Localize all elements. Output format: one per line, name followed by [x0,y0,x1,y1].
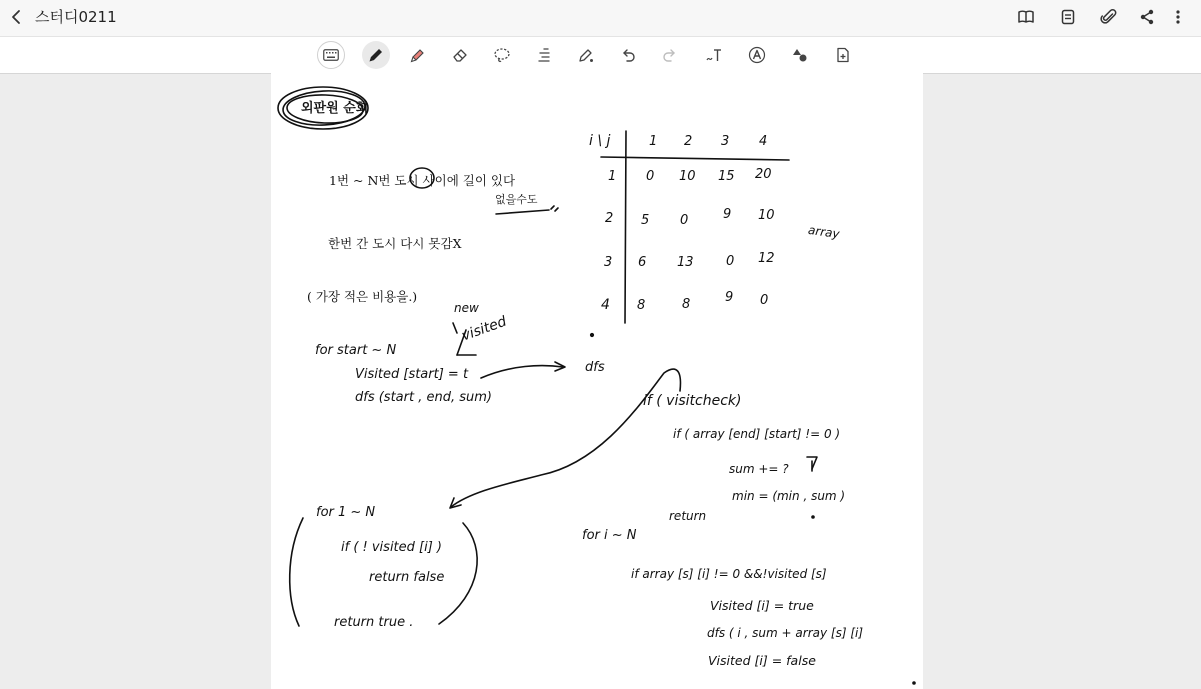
matrix-cell: 9 [725,290,734,305]
highlighter-tool[interactable] [404,41,432,69]
attach-button[interactable] [1097,6,1121,28]
pen-toolbar [0,36,1201,74]
if-array: if ( array [end] [start] != 0 ) [673,427,841,441]
if-visitcheck: if ( visitcheck) [643,393,742,409]
keyboard-icon [323,49,339,61]
matrix-row-header: 1 [608,169,617,184]
page-list-icon [1060,9,1076,25]
pen-settings-icon [577,46,595,64]
book-view-icon [1017,9,1035,25]
back-button[interactable] [6,5,26,29]
redo-button[interactable] [656,41,684,69]
matrix-cell: 8 [637,298,646,313]
redo-icon [661,46,679,64]
handwriting-to-text-tool[interactable] [700,41,728,69]
handwriting-to-text-icon [705,46,723,64]
matrix-col-header: 1 [649,134,658,149]
matrix-cell: 12 [758,251,775,266]
visited-true: Visited [i] = true [710,598,814,613]
check-return-false: return false [369,570,445,585]
check-for: for 1 ~ N [316,505,376,520]
matrix-cell: 10 [679,169,696,184]
more-button[interactable] [1166,6,1190,28]
matrix-cell: 13 [677,255,694,270]
matrix-cell: 5 [641,213,650,228]
check-if: if ( ! visited [i] ) [341,540,442,555]
insert-icon [834,46,852,64]
note-heading: 외판원 순회 [301,101,369,116]
loop-for: for start ~ N [315,343,397,358]
problem-line-4: ( 가장 적은 비용을.) [307,289,418,304]
loop-annot-visited: visited [459,313,509,345]
keyboard-tool[interactable] [317,41,345,69]
matrix-row-header: 2 [605,211,614,226]
return-text: return [669,509,707,523]
matrix-row-header: 3 [604,255,613,270]
for-i: for i ~ N [582,528,637,543]
problem-line-3: 한번 간 도시 다시 못감X [328,236,462,251]
more-vertical-icon [1175,9,1181,25]
note-title[interactable]: 스터디0211 [35,8,117,26]
text-style-icon [748,46,766,64]
shapes-icon [791,46,809,64]
share-icon [1139,9,1155,25]
matrix-cell: 8 [682,297,691,312]
note-page[interactable] [271,73,923,689]
chevron-left-icon [11,9,21,25]
min-line: min = (min , sum ) [732,489,846,503]
dfs-call: dfs ( i , sum + array [s] [i] [707,626,864,640]
matrix-cell: 10 [758,208,775,223]
pen-tool[interactable] [362,41,390,69]
matrix-cell: 6 [638,255,647,270]
matrix-cell: 15 [718,169,735,184]
problem-line-2: 없을수도 [495,193,538,206]
matrix-cell: 0 [726,254,735,269]
matrix-col-header: 2 [684,134,693,149]
text-align-icon [535,46,553,64]
matrix-cell: 0 [760,293,769,308]
problem-line-1: 1번 ~ N번 도시 사이에 길이 있다 [329,173,516,188]
eraser-icon [451,46,469,64]
matrix-cell: 9 [723,207,732,222]
matrix-col-header: 3 [721,134,730,149]
matrix-cell: 0 [646,169,655,184]
eraser-tool[interactable] [446,41,474,69]
check-return-true: return true . [334,615,414,630]
undo-button[interactable] [614,41,642,69]
undo-icon [619,46,637,64]
lasso-tool[interactable] [488,41,516,69]
matrix-corner: i \ j [589,133,611,149]
matrix-label: array [807,222,841,242]
matrix-col-header: 4 [759,134,768,149]
matrix-row-header: 4 [601,297,610,313]
dfs-label: dfs [585,360,605,375]
text-align-tool[interactable] [530,41,558,69]
loop-dfs: dfs (start , end, sum) [355,390,492,405]
loop-visited: Visited [start] = t [355,367,469,382]
visited-false: Visited [i] = false [708,653,816,668]
text-style-tool[interactable] [743,41,771,69]
matrix-cell: 0 [680,213,689,228]
title-bar [0,0,1201,36]
loop-annot-new: new [454,301,479,315]
sum-plus: sum += ? [729,462,789,476]
paperclip-icon [1100,8,1118,26]
matrix-cell: 20 [755,167,772,182]
book-view-button[interactable] [1014,6,1038,28]
insert-tool[interactable] [829,41,857,69]
if-cond: if array [s] [i] != 0 &&!visited [s] [631,567,827,581]
pen-settings-tool[interactable] [572,41,600,69]
page-list-button[interactable] [1056,6,1080,28]
share-button[interactable] [1135,6,1159,28]
shapes-tool[interactable] [786,41,814,69]
highlighter-icon [409,46,427,64]
pen-icon [367,46,385,64]
lasso-icon [493,46,511,64]
